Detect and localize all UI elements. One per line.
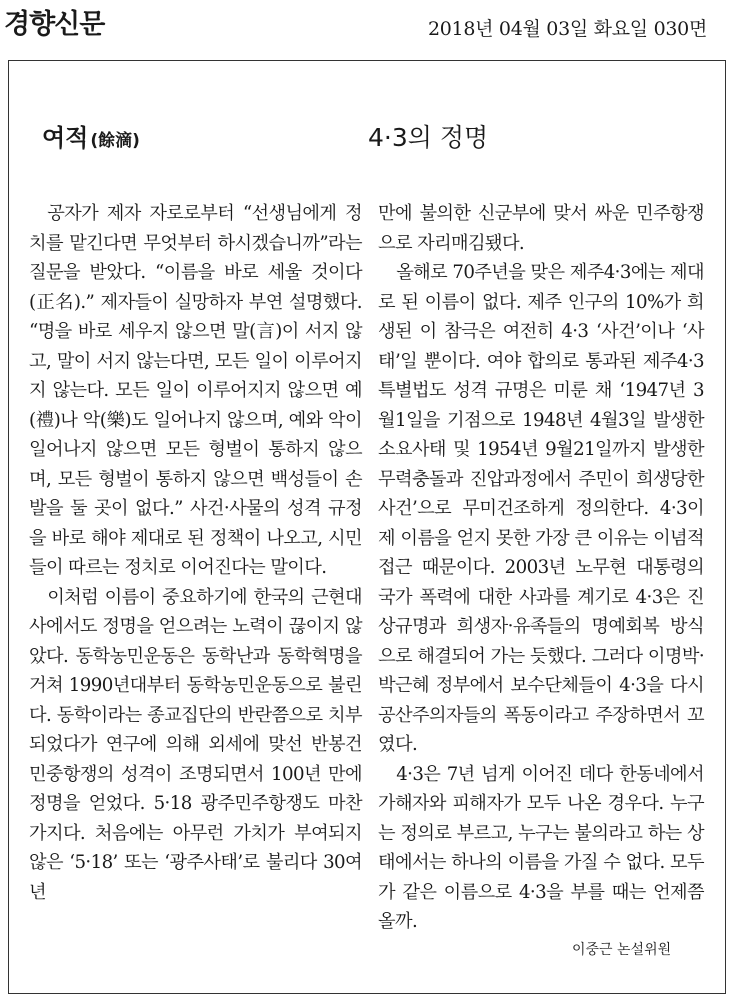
dateline: 2018년 04월 03일 화요일 030면: [427, 18, 707, 40]
section-hanja: (餘滴): [90, 131, 140, 151]
column-right: [378, 199, 704, 937]
byline: 이중근 논설위원: [572, 942, 672, 958]
paragraph: 만에 불의한 신군부에 맞서 싸운 민주항쟁으로 자리매김됐다.: [378, 203, 704, 254]
headline: 4·3의 정명: [368, 123, 489, 152]
section-name: 여적: [42, 124, 89, 152]
paragraph: 공자가 제자 자로로부터 “선생님에게 정치를 맡긴다면 무엇부터 하시겠습니까”라는 질문을 받았다. “이름을 바로 세울 것이다(正名).” 제자들이 실망하자 부연 설명했다. “명을 바로 세우지 않으면 말(言)이 서지 않고, 말이 서지 않는다면, 모든 일이 이루어지지 않는다. 모든 일이 이루어지지 않으면 예(禮)나 악(樂)도 일어나지 않으며, 예와 악이 일어나지 않으면 모든 형벌이 통하지 않으며, 모든 형벌이 통하지 않으면 백성들이 손발을 둘 곳이 없다.” 사건·사물의 성격 규정을 바로 해야 제대로 된 정책이 나오고, 시민들이 따르는 정치로 이어진다는 말이다.: [29, 203, 362, 578]
column-left: [29, 199, 362, 907]
paragraph: 이처럼 이름이 중요하기에 한국의 근현대사에서도 정명을 얻으려는 노력이 끊이지 않았다. 동학농민운동은 동학난과 동학혁명을 거쳐 1990년대부터 동학농민운동으로 불린다. 동학이라는 종교집단의 반란쯤으로 치부되었다가 연구에 의해 외세에 맞선 반봉건 민중항쟁의 성격이 조명되면서 100년 만에 정명을 얻었다. 5·18 광주민주항쟁도 마찬가지다. 처음에는 아무런 가치가 부여되지 않은 ‘5·18’ 또는 ‘광주사태’로 불리다 30여년: [29, 586, 362, 903]
section-title: [42, 118, 140, 153]
paragraph: 올해로 70주년을 맞은 제주4·3에는 제대로 된 이름이 없다. 제주 인구의 10%가 희생된 이 참극은 여전히 4·3 ‘사건’이나 ‘사태’일 뿐이다. 여야 합의로 통과된 제주4·3특별법도 성격 규명은 미룬 채 ‘1947년 3월1일을 기점으로 1948년 4월3일 발생한 소요사태 및 1954년 9월21일까지 발생한 무력충돌과 진압과정에서 주민이 희생당한 사건’으로 무미건조하게 정의한다. 4·3이 제 이름을 얻지 못한 가장 큰 이유는 이념적 접근 때문이다. 2003년 노무현 대통령의 국가 폭력에 대한 사과를 계기로 4·3은 진상규명과 희생자·유족들의 명예회복 방식으로 해결되어 가는 듯했다. 그러다 이명박·박근혜 정부에서 보수단체들이 4·3을 다시 공산주의자들의 폭동이라고 주장하면서 꼬였다.: [378, 262, 704, 755]
masthead: 경향신문: [4, 9, 105, 40]
paragraph: 4·3은 7년 넘게 이어진 데다 한동네에서 가해자와 피해자가 모두 나온 경우다. 누구는 정의로 부르고, 누구는 불의라고 하는 상태에서는 하나의 이름을 가질 수 없다. 모두가 같은 이름으로 4·3을 부를 때는 언제쯤 올까.: [378, 763, 704, 932]
